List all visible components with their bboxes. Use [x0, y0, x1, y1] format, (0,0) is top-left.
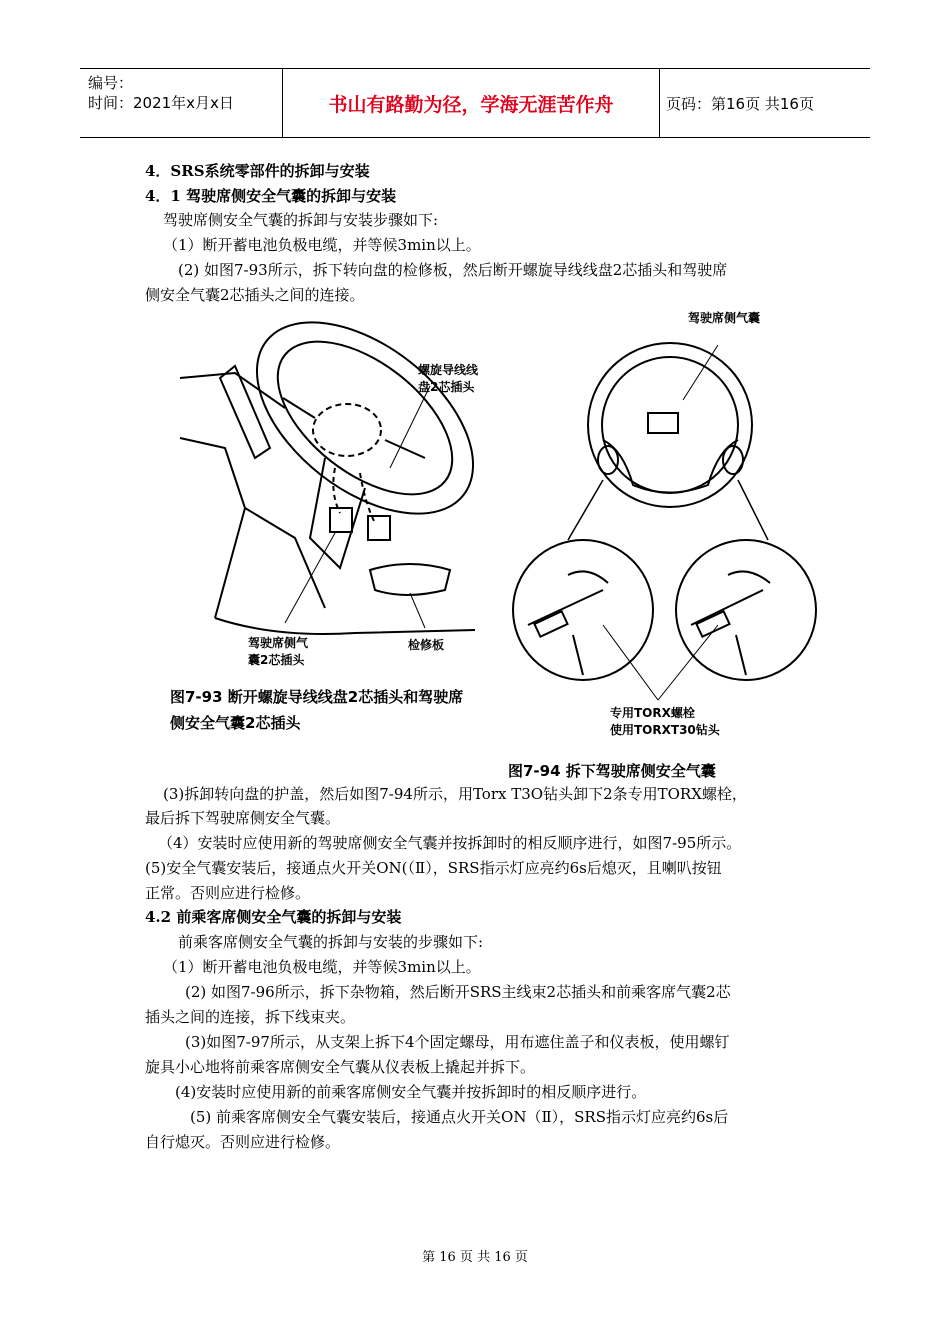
step-4: （4）安装时应使用新的驾驶席侧安全气囊并按拆卸时的相反顺序进行，如图7-95所示。	[158, 834, 742, 852]
date-label: 时间：2021年x月x日	[88, 94, 234, 112]
passenger-step-4: (4)安装时应使用新的前乘客席侧安全气囊并按拆卸时的相反顺序进行。	[175, 1083, 647, 1101]
fig94-label-bolt-line-2: 使用TORXT30钻头	[610, 723, 720, 737]
header-motto: 书山有路勤为径，学海无涯苦作舟	[328, 93, 614, 116]
steering-wheel-rim-outer	[222, 308, 508, 552]
fig93-label-panel: 检修板	[408, 638, 445, 652]
section-heading-4: 4．SRS系统零部件的拆卸与安装	[145, 162, 370, 180]
figure-7-93-drawing	[175, 308, 510, 660]
passenger-step-5-line-2: 自行熄灭。否则应进行检修。	[145, 1133, 341, 1151]
bolt-cover-left	[598, 446, 618, 474]
access-panel-shape	[370, 564, 450, 595]
passenger-step-2-line-2: 插头之间的连接，拆下线束夹。	[145, 1008, 356, 1026]
fig93-label-airbag-line-2: 囊2芯插头	[248, 653, 305, 667]
tool-right	[691, 571, 770, 675]
fig93-label-airbag-line-1: 驾驶席侧气	[248, 636, 309, 650]
spokes	[283, 398, 425, 458]
step-5-line-2: 正常。否则应进行检修。	[145, 884, 311, 902]
passenger-step-5-line-1: (5) 前乘客席侧安全气囊安装后，接通点火开关ON（Ⅱ），SRS指示灯应亮约6s后	[190, 1108, 729, 1126]
step-2-line-2: 侧安全气囊2芯插头之间的连接。	[145, 286, 365, 304]
horn-pad-center	[648, 413, 678, 433]
figure-7-94-drawing	[508, 325, 828, 705]
header-right-cell	[660, 69, 876, 137]
detail-circle-right	[676, 540, 816, 680]
step-3-line-2: 最后拆下驾驶席侧安全气囊。	[145, 809, 341, 827]
fig93-label-spiral-line-1: 螺旋导线线	[418, 363, 479, 377]
airbag-hub	[313, 404, 381, 456]
spiral-connector	[330, 508, 352, 532]
passenger-step-3-line-2: 旋具小心地将前乘客席侧安全气囊从仪表板上撬起并拆下。	[145, 1058, 536, 1076]
serial-label: 编号：	[88, 74, 134, 92]
wheel-rim-outer	[588, 343, 752, 507]
detail-leaders	[568, 480, 768, 540]
paragraph-intro-1: 驾驶席侧安全气囊的拆卸与安装步骤如下:	[163, 211, 439, 229]
passenger-step-2-line-1: (2) 如图7-96所示，拆下杂物箱，然后断开SRS主线束2芯插头和前乘客席气囊2芯	[185, 983, 731, 1001]
steering-column	[310, 458, 365, 568]
fig93-caption	[170, 684, 463, 736]
leader-spiral	[390, 386, 430, 468]
header-middle-cell	[282, 69, 660, 137]
step-5-line-1: (5)安全气囊安装后，接通点火开关ON(（Ⅱ），SRS指示灯应亮约6s后熄灭，且喇叭按钮	[145, 859, 722, 877]
floor-line	[215, 618, 475, 634]
paragraph-intro-2: 前乘客席侧安全气囊的拆卸与安装的步骤如下:	[178, 933, 484, 951]
page-number-label: 页码：第16页 共16页	[666, 94, 814, 113]
fig93-label-airbag	[248, 635, 308, 669]
fig94-caption: 图7-94 拆下驾驶席侧安全气囊	[508, 762, 716, 780]
step-1: （1）断开蓄电池负极电缆，并等候3min以上。	[163, 236, 481, 254]
step-2-line-1: (2) 如图7-93所示，拆下转向盘的检修板，然后断开螺旋导线线盘2芯插头和驾驶席	[178, 261, 728, 279]
wheel-spokes	[603, 440, 738, 493]
step-3-line-1: (3)拆卸转向盘的护盖，然后如图7-94所示，用Torx T3O钻头卸下2条专用TORX螺栓，	[163, 785, 747, 803]
leader-panel	[410, 593, 425, 628]
wheel-rim-inner	[602, 357, 738, 493]
fig94-label-airbag: 驾驶席侧气囊	[688, 311, 761, 325]
passenger-step-3-line-1: (3)如图7-97所示，从支架上拆下4个固定螺母，用布遮住盖子和仪表板，使用螺钉	[185, 1033, 730, 1051]
detail-circle-left	[513, 540, 653, 680]
fig93-caption-line-1: 图7-93 断开螺旋导线线盘2芯插头和驾驶席	[170, 688, 464, 706]
passenger-step-1: （1）断开蓄电池负极电缆，并等候3min以上。	[163, 958, 481, 976]
section-heading-4-1: 4．1 驾驶席侧安全气囊的拆卸与安装	[145, 187, 397, 205]
fig93-label-spiral-line-2: 盘2芯插头	[418, 380, 475, 394]
header-left-cell	[80, 69, 282, 137]
leader-airbag	[285, 533, 335, 623]
page-header	[80, 68, 870, 138]
airbag-connector	[368, 516, 390, 540]
fig93-label-spiral	[418, 362, 478, 396]
fig94-label-bolt	[610, 705, 720, 739]
section-heading-4-2: 4.2 前乘客席侧安全气囊的拆卸与安装	[145, 908, 402, 926]
page-footer: 第 16 页 共 16 页	[422, 1250, 528, 1265]
fig94-label-bolt-line-1: 专用TORX螺栓	[610, 706, 695, 720]
fig93-caption-line-2: 侧安全气囊2芯插头	[170, 714, 301, 732]
